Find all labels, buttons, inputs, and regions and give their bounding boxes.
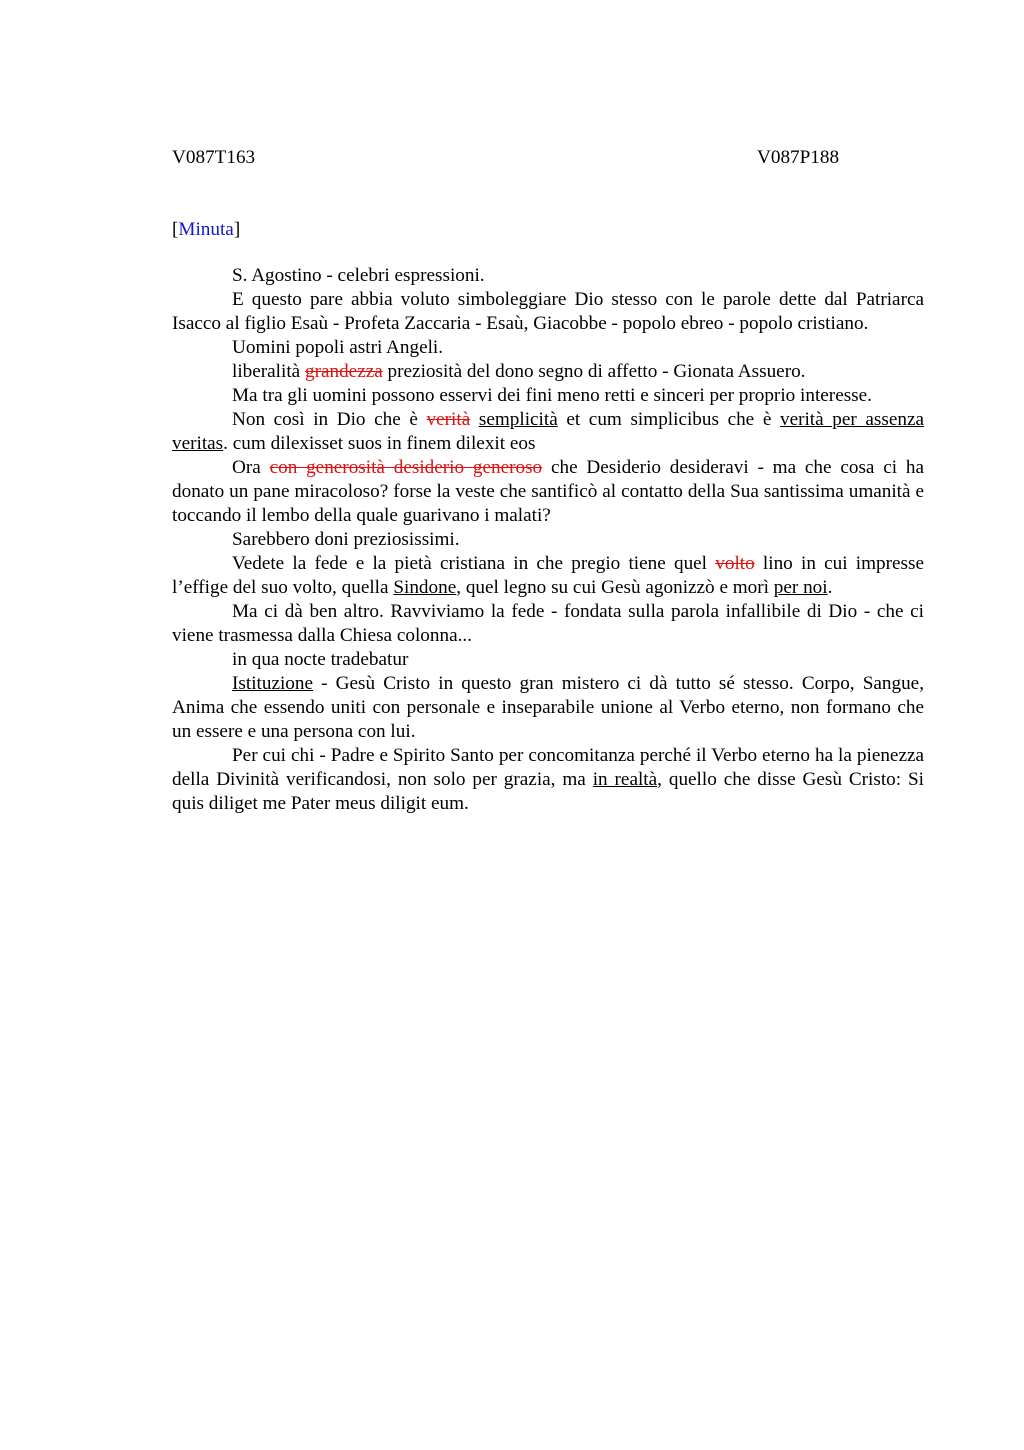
- underlined-text: Sindone: [393, 577, 457, 598]
- paragraph-text: Non così in Dio che è: [232, 409, 427, 430]
- paragraph-text: Ma tra gli uomini possono esservi dei fini meno retti e sinceri per proprio interesse.: [232, 385, 872, 406]
- paragraph-text: , quello che disse Gesù Cristo: Si quis diliget me Pater meus diligit eum.: [172, 769, 925, 814]
- document-code-right: V087P188: [757, 147, 840, 168]
- paragraph-text: et cum simplicibus che è: [557, 409, 780, 430]
- paragraph-text: Ora: [232, 457, 270, 478]
- paragraph-11: [172, 648, 924, 672]
- paragraph-2: [172, 288, 924, 336]
- paragraph-text: .: [827, 577, 833, 598]
- document-code-left: V087T163: [172, 147, 256, 168]
- paragraph-text: - Gesù Cristo in questo gran mistero ci dà tutto sé stesso. Corpo, Sangue, Anima che essendo uniti con personale e inseparabile unione al Verbo eterno, non formano che un essere e una persona con lui.: [172, 673, 924, 742]
- paragraph-text: E questo pare abbia voluto simboleggiare Dio stesso con le parole dette dal Patriarca Isacco al figlio Esaù - Profeta Zaccaria - Esaù, Giacobbe - popolo ebreo - popolo cristiano.: [172, 289, 924, 334]
- deleted-text: verità: [426, 409, 471, 430]
- paragraph-text: che Desiderio desideravi - ma che cosa ci ha donato un pane miracoloso? forse la veste che santificò al contatto della Sua santissima umanità e toccando il lembo della quale guarivano i malati?: [172, 457, 925, 526]
- underlined-text: Istituzione: [232, 673, 313, 694]
- paragraph-6: [172, 408, 924, 456]
- paragraph-text: liberalità: [232, 361, 305, 382]
- deleted-text: grandezza: [304, 361, 383, 382]
- paragraph-text: Ma ci dà ben altro. Ravviviamo la fede - fondata sulla parola infallibile di Dio - che ci viene trasmessa dalla Chiesa colonna...: [172, 601, 924, 646]
- paragraph-text: , quel legno su cui Gesù agonizzò e morì: [456, 577, 774, 598]
- bracket-open: [: [172, 219, 179, 240]
- deleted-text: con generosità desiderio generoso: [269, 457, 543, 478]
- paragraph-text: in qua nocte tradebatur: [232, 649, 409, 670]
- underlined-text: semplicità: [478, 409, 558, 430]
- paragraph-4: [172, 360, 924, 384]
- paragraph-text: S. Agostino - celebri espressioni.: [232, 265, 485, 286]
- paragraph-text: . cum dilexisset suos in finem dilexit eos: [223, 433, 536, 454]
- paragraph-text: Uomini popoli astri Angeli.: [232, 337, 444, 358]
- section-label: [172, 218, 924, 242]
- paragraph-10: [172, 600, 924, 648]
- paragraph-1: [172, 264, 924, 288]
- paragraph-8: [172, 528, 924, 552]
- section-label-text: Minuta: [178, 219, 234, 240]
- paragraph-9: [172, 552, 924, 600]
- paragraph-text: Sarebbero doni preziosissimi.: [232, 529, 460, 550]
- paragraph-text: lino in cui impresse l’effige del suo volto, quella: [172, 553, 925, 598]
- paragraph-7: [172, 456, 924, 528]
- document-page: [172, 146, 924, 816]
- paragraph-text: Per cui chi - Padre e Spirito Santo per concomitanza perché il Verbo eterno ha la pienezza della Divinità verificandosi, non solo per grazia, ma: [172, 745, 924, 790]
- paragraph-5: [172, 384, 924, 408]
- paragraph-12: [172, 672, 924, 744]
- paragraph-text: [470, 409, 479, 430]
- deleted-text: volto: [715, 553, 755, 574]
- underlined-text: per noi: [773, 577, 828, 598]
- paragraph-3: [172, 336, 924, 360]
- bracket-close: ]: [233, 219, 241, 240]
- document-header: [172, 146, 924, 170]
- document-body: [172, 264, 924, 816]
- paragraph-13: [172, 744, 924, 816]
- underlined-text: in realtà: [592, 769, 658, 790]
- paragraph-text: preziosità del dono segno di affetto - Gionata Assuero.: [382, 361, 806, 382]
- underlined-text: verità per assenza veritas: [172, 409, 924, 454]
- paragraph-text: Vedete la fede e la pietà cristiana in che pregio tiene quel: [232, 553, 716, 574]
